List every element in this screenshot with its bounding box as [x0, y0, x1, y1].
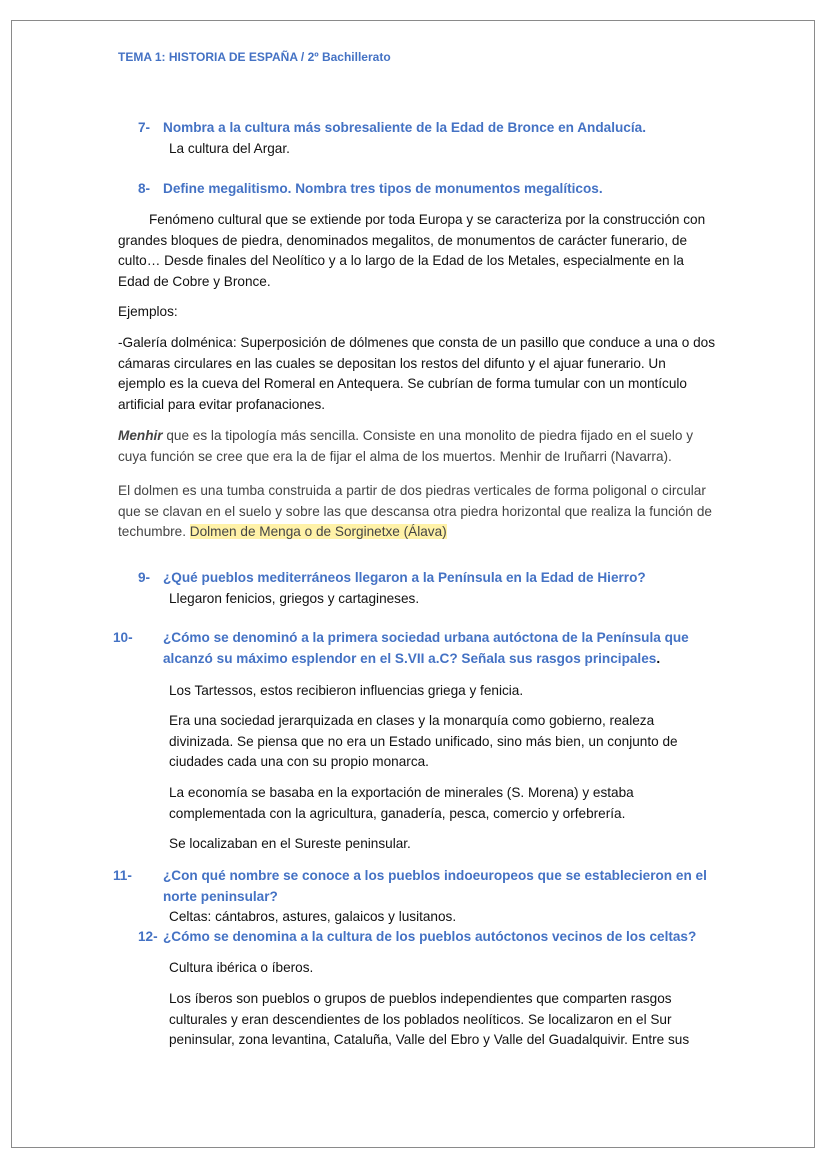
answer-10-p1: Los Tartessos, estos recibieron influencias griega y fenicia. — [169, 683, 524, 698]
dolmen-examples-highlight: Dolmen de Menga o de Sorginetxe (Álava) — [189, 524, 447, 539]
question-10-end: . — [656, 650, 661, 666]
answer-11: Celtas: cántabros, astures, galaicos y lusitanos. — [169, 909, 457, 924]
question-11-text: ¿Con qué nombre se conoce a los pueblos indoeuropeos que se establecieron en el norte peninsular? — [163, 868, 707, 904]
menhir-term: Menhir — [118, 428, 163, 443]
answer-9: Llegaron fenicios, griegos y cartagineses. — [169, 590, 420, 606]
menhir-paragraph — [118, 426, 716, 467]
question-11-number: 11- — [113, 868, 132, 883]
answer-7: La cultura del Argar. — [169, 140, 290, 156]
question-12 — [138, 927, 738, 948]
menhir-text: que es la tipología más sencilla. Consiste en una monolito de piedra fijado en el suelo y cuya función se cree que era la de fijar el alma de los muertos. Menhir de Iruñarri (Navarra). — [118, 428, 694, 464]
answer-10-p3: La economía se basaba en la exportación de minerales (S. Morena) y estaba complementada con la agricultura, ganadería, pesca, comercio y orfebrería. — [169, 785, 634, 821]
dolmen-text: El dolmen es una tumba construida a partir de dos piedras verticales de forma poligonal o circular que se clavan en el suelo y sobre las que descansa otra piedra horizontal que realiza la función de techumbre. — [118, 483, 712, 539]
answer-12-p1: Cultura ibérica o íberos. — [169, 960, 314, 975]
answer-10-p2: Era una sociedad jerarquizada en clases y la monarquía como gobierno, realeza divinizada. Se piensa que no era un Estado unificado, sino más bien, un conjunto de ciudades cada una con su propio monarca. — [169, 713, 678, 769]
answer-12-p2: Los íberos son pueblos o grupos de pueblos independientes que comparten rasgos culturales y eran descendientes de los poblados neolíticos. Se localizaron en el Sur peninsular, zona levantina, Cataluña, Valle del Ebro y Valle del Guadalquivir. Entre sus — [169, 991, 690, 1047]
question-8-number: 8- — [138, 181, 151, 196]
examples-label: Ejemplos: — [118, 304, 178, 319]
megalitismo-definition: Fenómeno cultural que se extiende por toda Europa y se caracteriza por la construcción con grandes bloques de piedra, denominados megalitos, de monumentos de carácter funerario, de culto… Desde finales del Neolítico y a lo largo de la Edad de los Metales, especialmente en la Edad de Cobre y Bronce. — [118, 212, 706, 289]
question-12-number: 12- — [138, 929, 158, 944]
answer-10-p4: Se localizaban en el Sureste peninsular. — [169, 836, 411, 851]
question-7-text: Nombra a la cultura más sobresaliente de la Edad de Bronce en Andalucía. — [163, 120, 646, 135]
question-8-text: Define megalitismo. Nombra tres tipos de monumentos megalíticos. — [163, 181, 603, 196]
question-7 — [138, 118, 738, 159]
document-header: TEMA 1: HISTORIA DE ESPAÑA / 2º Bachillerato — [118, 50, 391, 64]
question-8 — [138, 179, 738, 200]
dolmen-paragraph — [118, 481, 716, 543]
question-10-number: 10- — [113, 630, 133, 645]
question-12-text: ¿Cómo se denomina a la cultura de los pueblos autóctonos vecinos de los celtas? — [163, 929, 697, 944]
question-10-text: ¿Cómo se denominó a la primera sociedad urbana autóctona de la Península que alcanzó su máximo esplendor en el S.VII a.C? Señala sus rasgos principales — [163, 630, 689, 666]
question-9 — [138, 568, 738, 609]
question-9-text: ¿Qué pueblos mediterráneos llegaron a la Península en la Edad de Hierro? — [163, 570, 646, 585]
question-9-number: 9- — [138, 570, 151, 585]
question-11 — [113, 866, 708, 928]
question-7-number: 7- — [138, 120, 151, 135]
question-10 — [113, 628, 723, 669]
galeria-dolmenica-paragraph: -Galería dolménica: Superposición de dólmenes que consta de un pasillo que conduce a una o dos cámaras circulares en las cuales se depositan los restos del difunto y el ajuar funerario. Un ejemplo es la cueva del Romeral en Antequera. Se cubrían de forma tumular con un montículo artificial para evitar profanaciones. — [118, 335, 716, 412]
